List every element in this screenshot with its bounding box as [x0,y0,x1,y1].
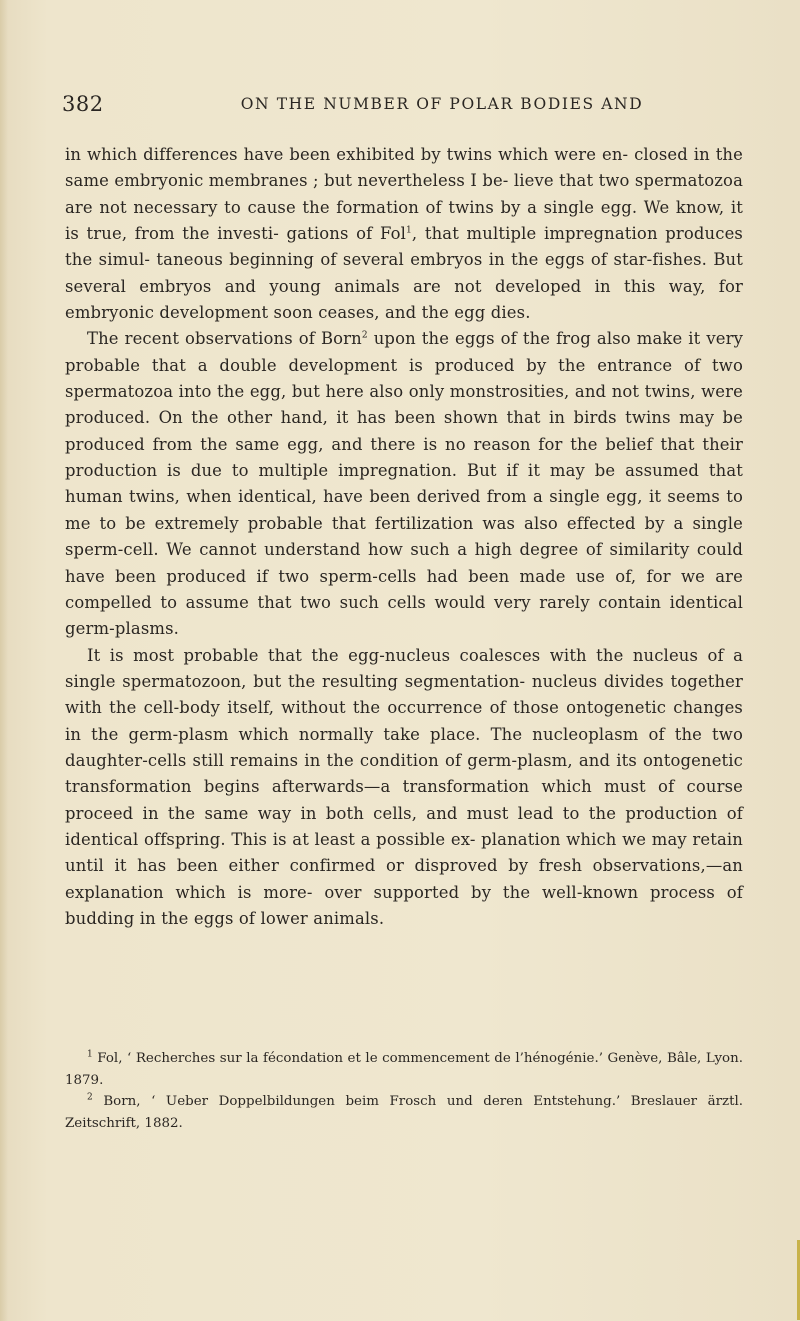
page-header [62,92,742,122]
paragraph-2-text-b: upon the eggs of the frog also make it very probable that a double development is produced by the entrance of two spermatozoa into the egg, but here also only monstrosities, and not twins, were produced. On the other hand, it has been shown that in birds twins may be produced from the same egg, and there is no reason for the belief that their production is due to multiple impregnation. But if it may be assumed that human twins, when identical, have been derived from a single egg, it seems to me to be extremely probable that fertilization was also effected by a single sperm-cell. We cannot understand how such a high degree of similarity could have been produced if two sperm-cells had been made use of, for we are compelled to assume that two such cells would very rarely contain identical germ-plasms. [65,329,744,639]
page-number: 382 [62,92,104,116]
footnote-1 [65,1048,743,1091]
paragraph-3 [65,643,743,933]
page-gutter-shadow [0,0,8,1321]
footnote-2-text: Born, ‘ Ueber Doppelbildungen beim Frosch und deren Entstehung.’ Breslauer ärztl. Zeitschrift, 1882. [65,1094,743,1131]
footnote-ref-2: 2 [361,330,368,341]
body-text [65,142,743,932]
paragraph-2-text-a: The recent observations of Born [87,329,362,349]
paragraph-1-text-a: in which differences have been exhibited by twins which were en- closed in the same embryonic membranes ; but nevertheless I be- lieve that two spermatozoa are not necessary to cause the formation of twins by a single egg. We know, it is true, from the investi- gations of Fol [65,145,743,244]
footnote-1-text: Fol, ‘ Recherches sur la fécondation et le commencement de l’hénogénie.’ Genève, Bâle, Lyon. 1879. [65,1051,743,1088]
footnote-2 [65,1091,743,1134]
footnote-2-marker: 2 [87,1092,93,1103]
running-title: ON THE NUMBER OF POLAR BODIES AND [240,95,644,113]
footnote-1-marker: 1 [87,1049,93,1060]
paragraph-1-text-b: , that multiple impregnation produces the simul- taneous beginning of several embryos in the eggs of star-fishes. But several embryos and young animals are not developed in this way, for embryonic development soon ceases, and the egg dies. [65,224,743,323]
paragraph-1 [65,142,743,326]
footnote-ref-1: 1 [406,225,412,236]
footnotes [65,1048,743,1134]
paragraph-2 [65,326,743,642]
paragraph-3-text: It is most probable that the egg-nucleus coalesces with the nucleus of a single spermatozoon, but the resulting segmentation- nucleus divides together with the cell-body itself, without the occurrence of those ontogenetic changes in the germ-plasm which normally take place. The nucleoplasm of the two daughter-cells still remains in the condition of germ-plasm, and its ontogenetic transformation begins afterwards—a transformation which must of course proceed in the same way in both cells, and must lead to the production of identical offspring. This is at least a possible ex- planation which we may retain until it has been either confirmed or disproved by fresh observations,—an explanation which is more- over supported by the well-known process of budding in the eggs of lower animals. [65,645,743,928]
